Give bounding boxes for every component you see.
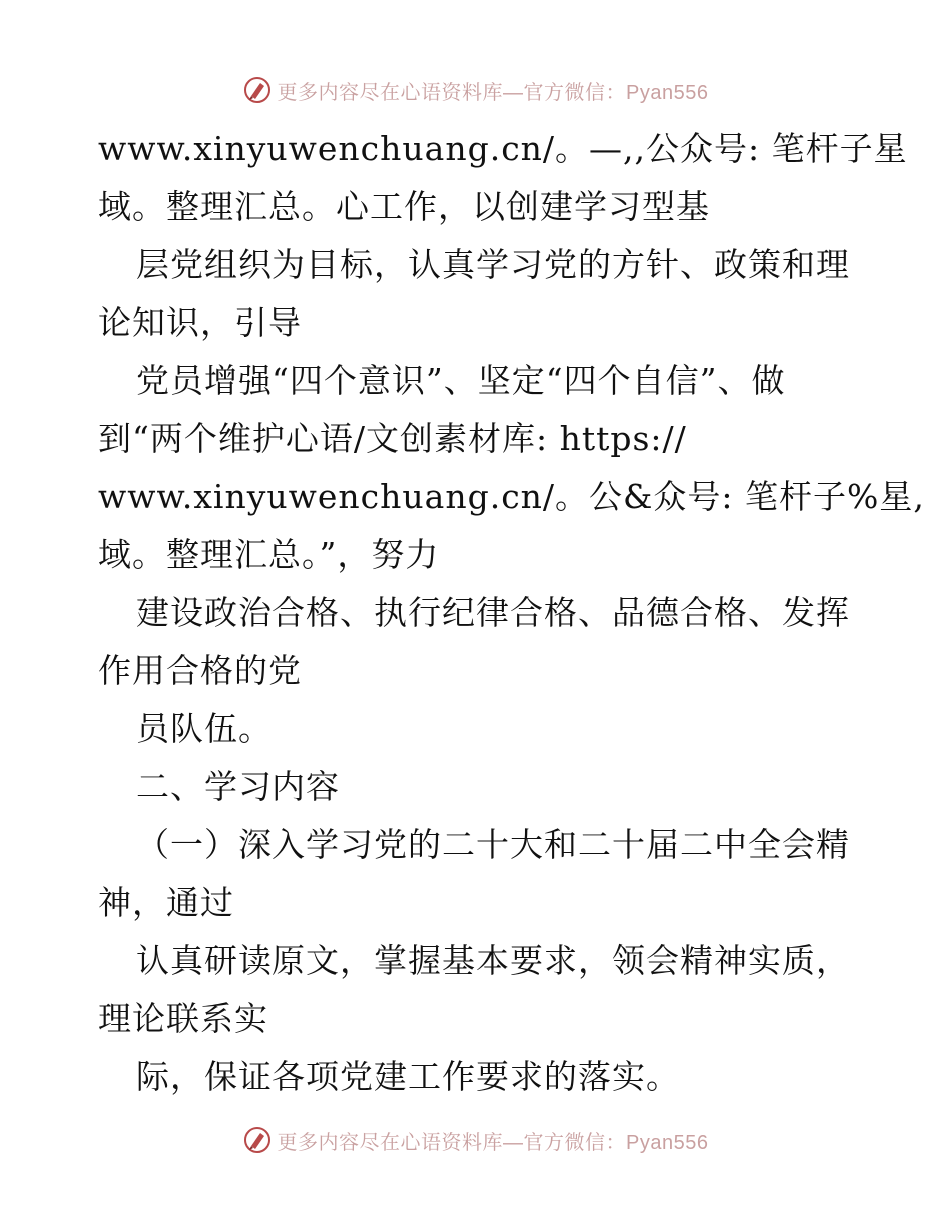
text-line: www.xinyuwenchuang.cn/。公&众号: 笔杆子%星, [98,477,925,516]
text-line: 际，保证各项党建工作要求的落实。 [136,1057,680,1096]
pen-nib-logo-icon [242,75,272,105]
text-line: （一）深入学习党的二十大和二十届二中全会精 [136,825,850,864]
footer-banner [0,1120,950,1160]
document-body [98,120,925,1106]
section-heading: 二、学习内容 [136,767,340,806]
pen-nib-logo-icon [242,1125,272,1155]
text-line: 建设政治合格、执行纪律合格、品德合格、发挥 [136,593,850,632]
header-banner [0,70,950,110]
text-line: 到“两个维护心语/文创素材库: https:// [98,419,687,458]
text-line: 员队伍。 [136,709,272,748]
text-line: 层党组织为目标，认真学习党的方针、政策和理 [136,245,850,284]
text-line: 理论联系实 [98,999,268,1038]
text-line: 论知识，引导 [98,303,302,342]
banner-text: 更多内容尽在心语资料库—官方微信：Pyan556 [277,81,709,104]
text-line: 神，通过 [98,883,234,922]
text-line: 作用合格的党 [98,651,302,690]
banner-text: 更多内容尽在心语资料库—官方微信：Pyan556 [277,1131,709,1154]
text-line: 域。整理汇总。”，努力 [98,535,440,574]
text-line: 域。整理汇总。心工作，以创建学习型基 [98,187,710,226]
text-line: 认真研读原文，掌握基本要求，领会精神实质， [136,941,850,980]
text-line: 党员增强“四个意识”、坚定“四个自信”、做 [136,361,786,400]
text-line: www.xinyuwenchuang.cn/。—,,公众号: 笔杆子星 [98,129,908,168]
